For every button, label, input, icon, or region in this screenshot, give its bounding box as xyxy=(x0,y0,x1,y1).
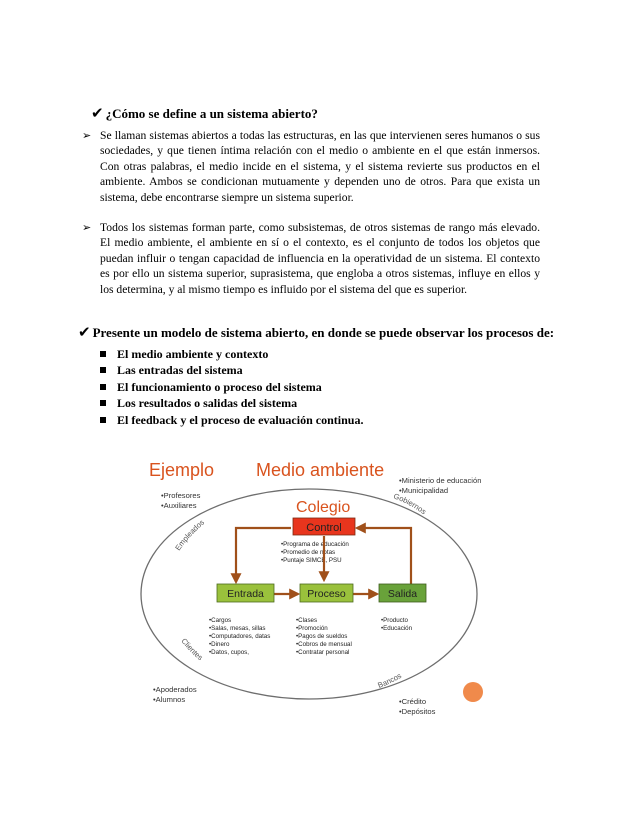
salida-label: Salida xyxy=(387,588,418,600)
environment-label: Medio ambiente xyxy=(256,460,385,480)
check-icon: ✔ xyxy=(78,323,91,341)
paragraph-2: ➢ Todos los sistemas forman parte, como subsistemas, de otros sistemas de rango más elevado. El medio ambiente, el ambiente en sí o el contexto, es el conjunto de todos los objetos que puedan influir o tengan capacidad de influencia en la operatividad de un sistema. El contexto es por ello un sistema superior, suprasistema, que engloba a otros sistemas, influye en ellos y los determina, y al mismo tiempo es influido por el sistema del que es superior. xyxy=(82,221,540,296)
arc-label-clientes xyxy=(179,637,204,663)
arc-label-clientes-path: Clientes xyxy=(179,636,205,663)
school-label: Colegio xyxy=(296,499,351,516)
proceso-item: •Contratar personal xyxy=(296,649,350,656)
list-item: El feedback y el proceso de evaluación continua. xyxy=(100,412,363,428)
proceso-label: Proceso xyxy=(307,588,346,600)
orange-dot-icon xyxy=(463,682,483,702)
list-item: El funcionamiento o proceso del sistema xyxy=(100,379,363,395)
arrow-bullet-icon: ➢ xyxy=(82,129,92,142)
arrow-bullet-icon: ➢ xyxy=(82,221,92,234)
entrada-item: •Datos, cupos, xyxy=(209,649,249,656)
question-heading-1: ✔ ¿Cómo se define a un sistema abierto? xyxy=(91,104,318,122)
list-item: El medio ambiente y contexto xyxy=(100,346,363,362)
square-bullet-icon xyxy=(100,384,106,390)
entrada-item: •Computadores, datas xyxy=(209,633,271,640)
arc-label-empleados-path: Empleados xyxy=(173,517,207,553)
open-system-diagram xyxy=(131,446,492,729)
control-item: •Promedio de notas xyxy=(281,549,336,556)
salida-item: •Educación xyxy=(381,625,413,632)
control-label: Control xyxy=(306,522,342,534)
diagram-title: Ejemplo xyxy=(149,460,215,480)
bottom-right-item: •Crédito xyxy=(399,697,427,706)
control-item: •Programa de educación xyxy=(281,541,349,548)
entrada-item: •Dinero xyxy=(209,641,230,648)
diagram-canvas xyxy=(131,446,492,729)
bottom-left-item: •Alumnos xyxy=(153,695,186,704)
arc-label-empleados xyxy=(173,518,206,552)
left-group-item: •Profesores xyxy=(161,491,201,500)
arc-label-gobiernos-path: Gobiernos xyxy=(392,491,428,517)
right-group-item: •Municipalidad xyxy=(399,486,449,495)
square-bullet-icon xyxy=(100,417,106,423)
bottom-right-item: •Depósitos xyxy=(399,707,436,716)
square-bullet-icon xyxy=(100,400,106,406)
arc-label-bancos xyxy=(376,671,403,690)
proceso-item: •Pagos de sueldos xyxy=(296,633,348,640)
check-icon: ✔ xyxy=(91,104,104,122)
proceso-item: •Clases xyxy=(296,617,318,624)
list-item: Los resultados o salidas del sistema xyxy=(100,395,363,411)
paragraph-1: ➢ Se llaman sistemas abiertos a todas las estructuras, en las que intervienen seres humanos o sus sociedades, y que tienen íntima relación con el medio o ambiente en el que están inmersos. Con otras palabras, el medio incide en el sistema, y el sistema revierte sus productos en el ambiente. Ambos se condicionan mutuamente y dependen uno de otros. Para que exista un sistema, debe encontrarse siempre un sistema superior. xyxy=(82,129,540,204)
proceso-item: •Cobros de mensual xyxy=(296,641,352,648)
process-list xyxy=(100,346,363,428)
arc-label-bancos-path: Bancos xyxy=(376,671,403,690)
entrada-item: •Cargos xyxy=(209,617,232,624)
proceso-item: •Promoción xyxy=(296,625,328,632)
square-bullet-icon xyxy=(100,351,106,357)
right-group-item: •Ministerio de educación xyxy=(399,476,482,485)
entrada-label: Entrada xyxy=(227,588,264,600)
question-heading-2: ✔ Presente un modelo de sistema abierto, en donde se puede observar los procesos de: xyxy=(78,323,555,341)
feedback-arrow-right xyxy=(357,528,411,586)
list-item: Las entradas del sistema xyxy=(100,362,363,378)
left-group-item: •Auxiliares xyxy=(161,501,197,510)
control-item: •Puntaje SIMCE, PSU xyxy=(281,557,342,564)
salida-item: •Producto xyxy=(381,617,408,624)
entrada-item: •Salas, mesas, sillas xyxy=(209,625,266,632)
arc-label-gobiernos xyxy=(392,491,428,516)
square-bullet-icon xyxy=(100,367,106,373)
bottom-left-item: •Apoderados xyxy=(153,685,197,694)
